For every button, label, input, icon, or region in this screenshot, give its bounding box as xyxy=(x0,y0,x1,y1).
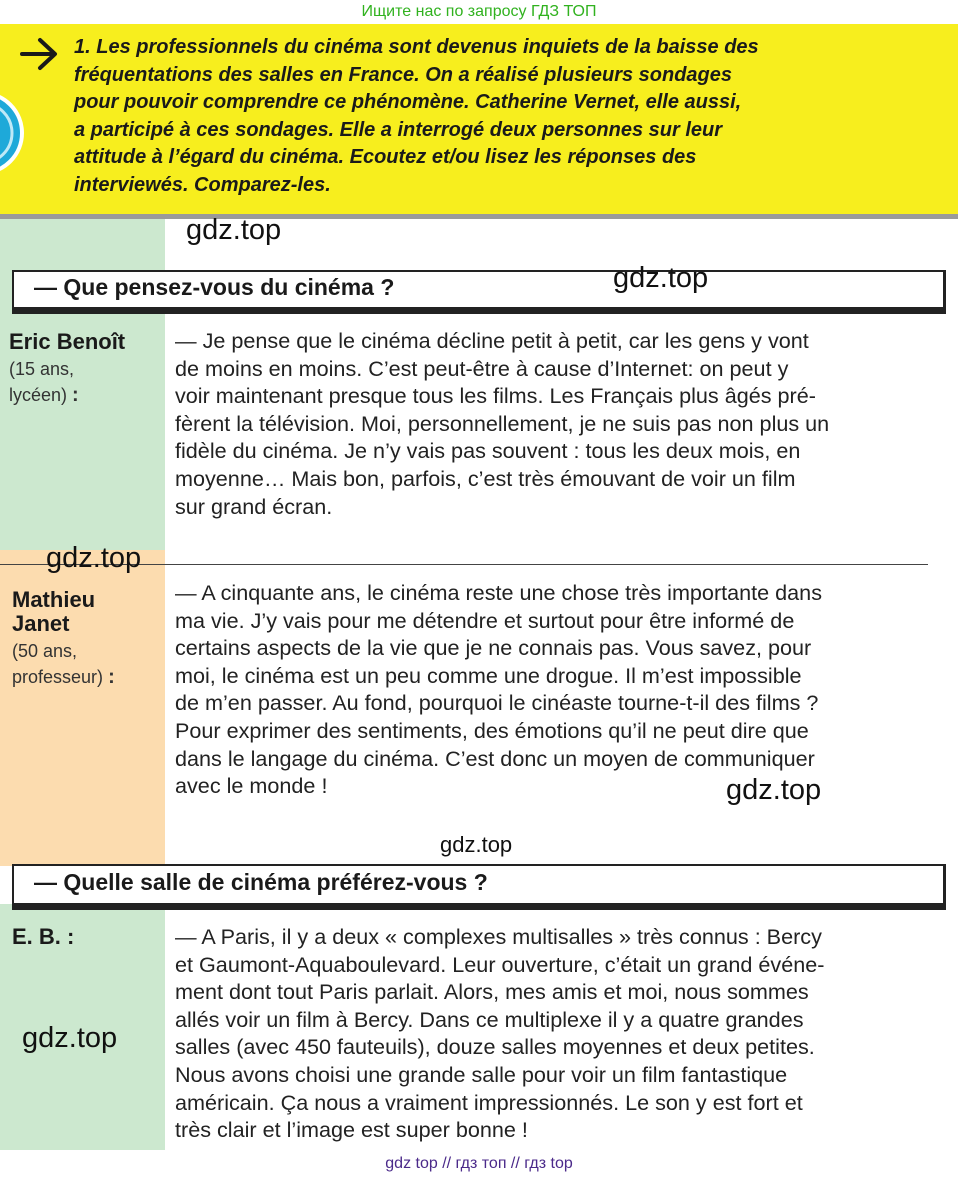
watermark: gdz.top xyxy=(613,262,709,294)
answer-line: et Gaumont-Aquaboulevard. Leur ouverture, c’était un grand événe- xyxy=(175,951,825,977)
speaker-info xyxy=(12,664,162,690)
arrow-right-icon xyxy=(18,36,62,72)
answer-line: salles (avec 450 fauteuils), douze salles moyennes et deux petites. xyxy=(175,1034,815,1060)
answer-line: — Je pense que le cinéma décline petit à petit, car les gens y vont xyxy=(175,328,809,353)
answer-line: allés voir un film à Bercy. Dans ce multiplexe il y a quatre grandes xyxy=(175,1006,804,1032)
answer-line: ment dont tout Paris parlait. Alors, mes amis et moi, nous sommes xyxy=(175,979,809,1005)
answer-line: certains aspects de la vie que je ne connais pas. Vous savez, pour xyxy=(175,635,812,661)
task-instructions xyxy=(74,34,944,200)
watermark: gdz.top xyxy=(726,774,822,806)
speaker-mathieu xyxy=(12,588,162,690)
speaker-eb: E. B. : xyxy=(12,924,75,949)
watermark: gdz.top xyxy=(186,214,282,246)
task-line: 1. Les professionnels du cinéma sont devenus inquiets de la baisse des xyxy=(74,36,759,58)
task-line: fréquentations des salles en France. On a réalisé plusieurs sondages xyxy=(74,63,733,86)
answer-line: moi, le cinéma est un peu comme une drogue. Il m’est impossible xyxy=(175,662,802,688)
speaker-occupation: professeur) xyxy=(12,667,104,687)
audio-disc-icon xyxy=(0,88,26,178)
answer-line: très clair et l’image est super bonne ! xyxy=(175,1117,528,1143)
question-bar-2 xyxy=(12,864,946,910)
watermark: gdz.top xyxy=(22,1022,118,1054)
answer-line: — A cinquante ans, le cinéma reste une chose très importante dans xyxy=(175,580,822,605)
answer-line: Pour exprimer des sentiments, des émotions qu’il ne peut dire que xyxy=(175,717,809,743)
answer-line: — A Paris, il y a deux « complexes multisalles » très connus : Bercy xyxy=(175,924,822,949)
answer-line: fèrent la télévision. Moi, personnellement, je ne suis pas non plus un xyxy=(175,410,830,436)
watermark: gdz.top xyxy=(440,832,513,857)
top-banner: Ищите нас по запросу ГДЗ ТОП xyxy=(361,3,597,20)
footer-links: gdz top // гдз топ // гдз top xyxy=(385,1155,573,1172)
answer-line: dans le langage du cinéma. C’est donc un moyen de communiquer xyxy=(175,745,815,771)
answer-line: américain. Ça nous a vraiment impressionnés. Le son y est fort et xyxy=(175,1089,803,1115)
answer-eric xyxy=(175,327,935,520)
answer-line: sur grand écran. xyxy=(175,493,333,519)
answer-line: fidèle du cinéma. Je n’y vais pas souvent : tous les deux mois, en xyxy=(175,438,801,464)
question-text: — Que pensez-vous du cinéma ? xyxy=(34,274,395,300)
answer-line: de m’en passer. Au fond, pourquoi le cinéaste tourne-t-il des films ? xyxy=(175,690,819,716)
question-text: — Quelle salle de cinéma préférez-vous ? xyxy=(34,869,488,895)
speaker-eric xyxy=(9,330,159,408)
task-line: interviewés. Comparez-les. xyxy=(74,173,331,196)
speaker-occupation: lycéen) xyxy=(9,385,68,405)
answer-eb xyxy=(175,923,935,1144)
answer-line: moyenne… Mais bon, parfois, c’est très émouvant de voir un film xyxy=(175,465,796,491)
answer-line: Nous avons choisi une grande salle pour voir un film fantastique xyxy=(175,1061,788,1087)
answer-line: avec le monde ! xyxy=(175,773,328,799)
answer-line: ma vie. J’y vais pour me détendre et surtout pour être informé de xyxy=(175,607,795,633)
speaker-colon: : xyxy=(72,384,79,406)
question-bar-1 xyxy=(12,270,946,314)
speaker-name: Mathieu xyxy=(12,587,96,612)
task-line: pour pouvoir comprendre ce phénomène. Catherine Vernet, elle aussi, xyxy=(74,91,742,114)
answer-mathieu xyxy=(175,579,935,800)
speaker-name: Eric Benoît xyxy=(9,329,126,354)
speaker-info xyxy=(9,382,159,408)
speaker-info: (15 ans, xyxy=(9,359,75,379)
speaker-name: Janet xyxy=(12,611,70,636)
task-line: a participé à ces sondages. Elle a interrogé deux personnes sur leur xyxy=(74,118,723,141)
answer-line: voir maintenant presque tous les films. Les Français plus âgés pré- xyxy=(175,383,816,409)
speaker-colon: : xyxy=(108,666,115,688)
answer-line: de moins en moins. C’est peut-être à cause d’Internet: on peut y xyxy=(175,355,789,381)
watermark: gdz.top xyxy=(46,542,142,574)
speaker-info: (50 ans, xyxy=(12,641,78,661)
task-line: attitude à l’égard du cinéma. Ecoutez et/ou lisez les réponses des xyxy=(74,146,697,169)
